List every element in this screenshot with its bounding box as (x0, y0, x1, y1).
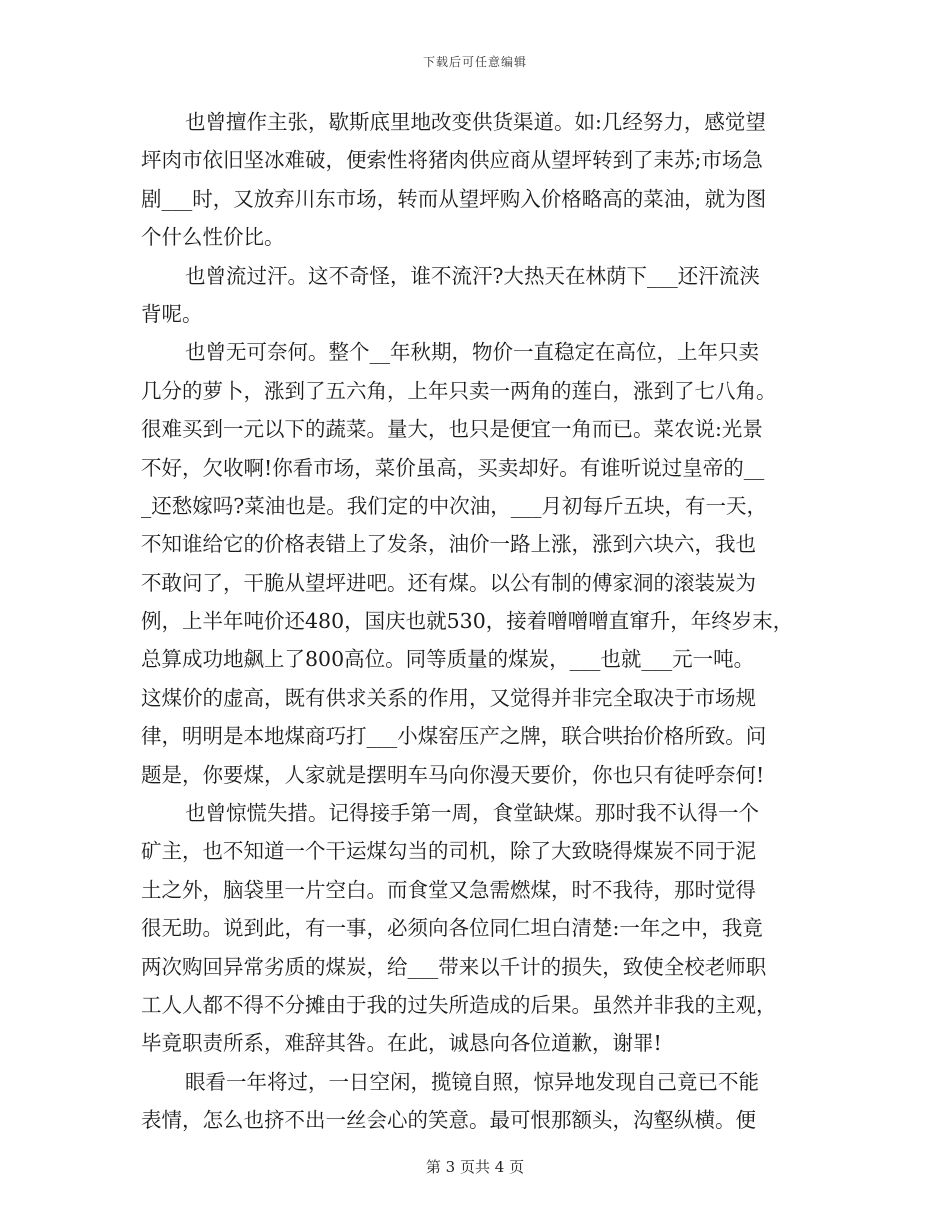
paragraph-3-line-6: 不知谁给它的价格表错上了发条，油价一路上涨，涨到六块六，我也 (141, 532, 756, 557)
paragraph-4-line-6: 工人人都不得不分摊由于我的过失所造成的后果。虽然并非我的主观， (141, 992, 777, 1017)
paragraph-5-line-1: 眼看一年将过，一日空闲，揽镜自照，惊异地发现自己竟已不能 (185, 1069, 759, 1094)
paragraph-3-line-11: 律，明明是本地煤商巧打___小煤窑压产之牌，联合哄抬价格所致。问 (141, 724, 767, 749)
paragraph-3-line-1: 也曾无可奈何。整个__年秋期，物价一直稳定在高位，上年只卖 (185, 340, 759, 365)
paragraph-2-line-2: 背呢。 (141, 301, 203, 326)
paragraph-3-line-10: 这煤价的虚高，既有供求关系的作用，又觉得并非完全取决于市场规 (141, 685, 756, 710)
paragraph-3-line-12: 题是，你要煤，人家就是摆明车马向你漫天要价，你也只有徒呼奈何! (141, 762, 765, 787)
paragraph-3-line-9: 总算成功地飙上了800高位。同等质量的煤炭，___也就___元一吨。 (141, 647, 755, 672)
paragraph-4-line-3: 土之外，脑袋里一片空白。而食堂又急需燃煤，时不我待，那时觉得 (141, 877, 756, 902)
paragraph-3-line-3: 很难买到一元以下的蔬菜。量大，也只是便宜一角而已。菜农说:光景 (141, 417, 763, 442)
paragraph-4-line-7: 毕竟职责所系，难辞其咎。在此，诚恳向各位道歉，谢罪! (141, 1031, 662, 1056)
paragraph-3-line-2: 几分的萝卜，涨到了五六角，上年只卖一两角的莲白，涨到了七八角。 (141, 378, 777, 403)
paragraph-3-line-5: _还愁嫁吗?菜油也是。我们定的中次油，___月初每斤五块，有一天， (141, 493, 767, 518)
paragraph-1-line-2: 坪肉市依旧坚冰难破，便索性将猪肉供应商从望坪转到了耒苏;市场急 (141, 148, 763, 173)
paragraph-1-line-4: 个什么性价比。 (141, 225, 285, 250)
document-body (141, 103, 809, 1140)
paragraph-2-line-1: 也曾流过汗。这不奇怪，谁不流汗?大热天在林荫下___还汗流浃 (185, 263, 760, 288)
paragraph-4-line-4: 很无助。说到此，有一事，必须向各位同仁坦白清楚:一年之中，我竟 (141, 916, 763, 941)
paragraph-1-line-1: 也曾擅作主张，歇斯底里地改变供货渠道。如:几经努力，感觉望 (185, 110, 766, 134)
page-header: 下载后可任意编辑 (422, 55, 527, 69)
paragraph-4-line-1: 也曾惊慌失措。记得接手第一周，食堂缺煤。那时我不认得一个 (185, 801, 759, 826)
paragraph-3-line-4: 不好，欠收啊!你看市场，菜价虽高，买卖却好。有谁听说过皇帝的__ (141, 455, 765, 480)
paragraph-4-line-2: 矿主，也不知道一个干运煤勾当的司机，除了大致晓得煤炭不同于泥 (141, 839, 756, 864)
paragraph-3-line-7: 不敢问了，干脆从望坪进吧。还有煤。以公有制的傅家洞的滚装炭为 (141, 570, 756, 595)
paragraph-4-line-5: 两次购回异常劣质的煤炭，给___带来以千计的损失，致使全校老师职 (141, 954, 767, 979)
page-number: 第 3 页共 4 页 (425, 1158, 525, 1176)
paragraph-3-line-8: 例，上半年吨价还480，国庆也就530，接着噌噌噌直窜升，年终岁末， (141, 609, 794, 634)
paragraph-5-line-2: 表情，怎么也挤不出一丝会心的笑意。最可恨那额头，沟壑纵横。便 (141, 1108, 756, 1133)
paragraph-1-line-3: 剧___时，又放弃川东市场，转而从望坪购入价格略高的菜油，就为图 (141, 186, 767, 211)
